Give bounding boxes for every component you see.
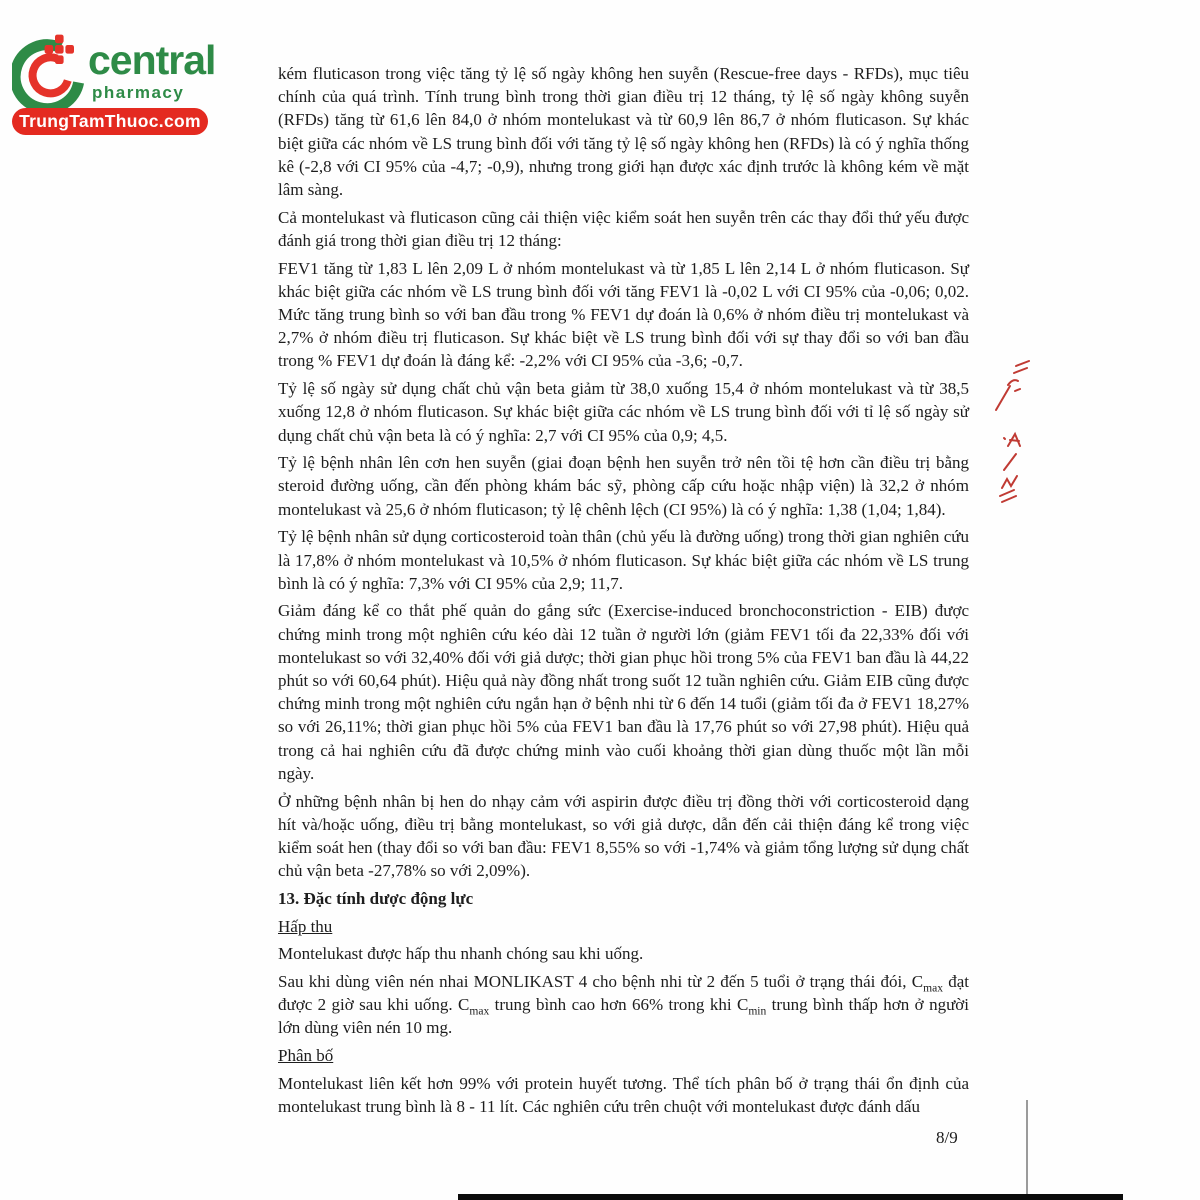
paragraph: Cả montelukast và fluticason cũng cải thiện việc kiểm soát hen suyễn trên các thay đổi thứ yếu được đánh giá trong thời gian điều trị 12 tháng: — [278, 207, 969, 250]
text-run: Sau khi dùng viên nén nhai MONLIKAST 4 cho bệnh nhi từ 2 đến 5 tuổi ở trạng thái đói, C — [278, 972, 924, 992]
document-text-column — [278, 62, 969, 1123]
paragraph: Montelukast được hấp thu nhanh chóng sau khi uống. — [278, 944, 644, 964]
paragraph: kém fluticason trong việc tăng tỷ lệ số ngày không hen suyễn (Rescue-free days - RFDs), mục tiêu chính của quá trình. Tính trung bình trong thời gian điều trị 12 tháng, tỷ lệ số ngày không suyễn (RFDs) tăng từ 61,6 lên 84,0 ở nhóm montelukast và từ 60,9 lên 86,7 ở nhóm fluticason. Sự khác biệt giữa các nhóm về LS trung bình đối với tăng tỷ lệ số ngày không hen (RFDs) là có ý nghĩa thống kê (-2,8 với CI 95% của -4,7; -0,9), nhưng trong giới hạn được xác định trước là không kém về mặt lâm sàng. — [278, 64, 969, 200]
text-run: đạt được 2 giờ sau khi uống. C — [278, 972, 969, 1015]
text-run: trung bình thấp hơn ở người lớn dùng viên nén 10 mg. — [278, 995, 969, 1038]
scan-artifact-line — [1026, 1100, 1028, 1200]
logo-badge: TrungTamThuoc.com — [12, 108, 208, 135]
subscript: min — [748, 1004, 767, 1018]
subscript: max — [923, 981, 943, 995]
paragraph: Tỷ lệ bệnh nhân sử dụng corticosteroid toàn thân (chủ yếu là đường uống) trong thời gian nghiên cứu là 17,8% ở nhóm montelukast và 10,5% ở nhóm fluticason. Sự khác biệt giữa các nhóm về LS trung bình là có ý nghĩa: 7,3% với CI 95% của 2,9; 11,7. — [278, 527, 969, 593]
text-run: trung bình cao hơn 66% trong khi C — [489, 995, 749, 1015]
logo-c-plus-icon — [12, 34, 94, 116]
paragraph-cmax — [278, 970, 969, 1040]
central-pharmacy-logo — [12, 30, 237, 145]
page-number: 8/9 — [936, 1128, 958, 1147]
section-heading-pharmacodynamics: 13. Đặc tính dược động lực — [278, 888, 474, 908]
paragraph: Giảm đáng kể co thắt phế quản do gắng sức (Exercise-induced bronchoconstriction - EIB) được chứng minh trong một nghiên cứu kéo dài 12 tuần ở người lớn (giảm FEV1 tối đa 22,33% đối với montelukast so với 32,40% đối với giả dược; thời gian phục hồi trong 5% của FEV1 ban đầu là 44,22 phút so với 60,64 phút). Hiệu quả này đồng nhất trong suốt 12 tuần nghiên cứu. Giảm EIB cũng được chứng minh trong một nghiên cứu ngắn hạn ở bệnh nhi từ 6 đến 14 tuổi (giảm tối đa ở FEV1 18,27% so với 26,11%; thời gian phục hồi 5% của FEV1 ban đầu là 17,76 phút so với 27,98 phút). Hiệu quả trong cả hai nghiên cứu đã được chứng minh vào cuối khoảng thời gian dùng thuốc một lần mỗi ngày. — [278, 601, 969, 783]
logo-subtitle-text: pharmacy — [92, 83, 185, 102]
subscript: max — [469, 1004, 490, 1018]
paragraph: Ở những bệnh nhân bị hen do nhạy cảm với aspirin được điều trị đồng thời với corticosteroid dạng hít và/hoặc uống, điều trị bằng montelukast, so với giả dược, dẫn đến cải thiện đáng kể trong việc kiểm soát hen (thay đổi so với ban đầu: FEV1 8,55% so với -1,74% và giảm tổng lượng sử dụng chất chủ vận beta -27,78% so với 2,09%). — [278, 791, 969, 881]
paragraph: Tỷ lệ số ngày sử dụng chất chủ vận beta giảm từ 38,0 xuống 15,4 ở nhóm montelukast và từ 38,5 xuống 12,8 ở nhóm fluticason. Sự khác biệt giữa các nhóm về LS trung bình đối với tỉ lệ số ngày sử dụng chất chủ vận beta là có ý nghĩa: 2,7 với CI 95% của 0,9; 4,5. — [278, 379, 969, 445]
paragraph: Montelukast liên kết hơn 99% với protein huyết tương. Thể tích phân bố ở trạng thái ổn định của montelukast trung bình là 8 - 11 lít. Các nghiên cứu trên chuột với montelukast được đánh dấu — [278, 1073, 969, 1117]
scan-artifact-bar — [458, 1194, 1123, 1200]
subheading-absorption: Hấp thu — [278, 916, 333, 936]
paragraph: FEV1 tăng từ 1,83 L lên 2,09 L ở nhóm montelukast và từ 1,85 L lên 2,14 L ở nhóm fluticason. Sự khác biệt giữa các nhóm về LS trung bình đối với tăng FEV1 là -0,02 L với CI 95% của -0,06; 0,02. Mức tăng trung bình so với ban đầu trong % FEV1 dự đoán là 0,6% ở nhóm điều trị montelukast và 2,7% ở nhóm điều trị fluticason. Sự khác biệt về LS trung bình đối với sự thay đổi so với ban đầu trong % FEV1 dự đoán là đáng kể: -2,2% với CI 95% của -3,6; -0,7. — [278, 258, 969, 371]
subheading-distribution: Phân bố — [278, 1046, 334, 1066]
logo-brand-text: central — [88, 37, 216, 83]
reviewer-mark-icon — [992, 430, 1038, 504]
paragraph: Tỷ lệ bệnh nhân lên cơn hen suyễn (giai đoạn bệnh hen suyễn trở nên tồi tệ hơn cần điều trị bằng steroid đường uống, cần đến phòng khám bác sỹ, phòng cấp cứu hoặc nhập viện) là 32,2 ở nhóm montelukast và 25,6 ở nhóm fluticason; tỷ lệ chênh lệch (CI 95%) là có ý nghĩa: 1,38 (1,04; 1,84). — [278, 453, 969, 519]
reviewer-mark-icon — [988, 358, 1034, 420]
